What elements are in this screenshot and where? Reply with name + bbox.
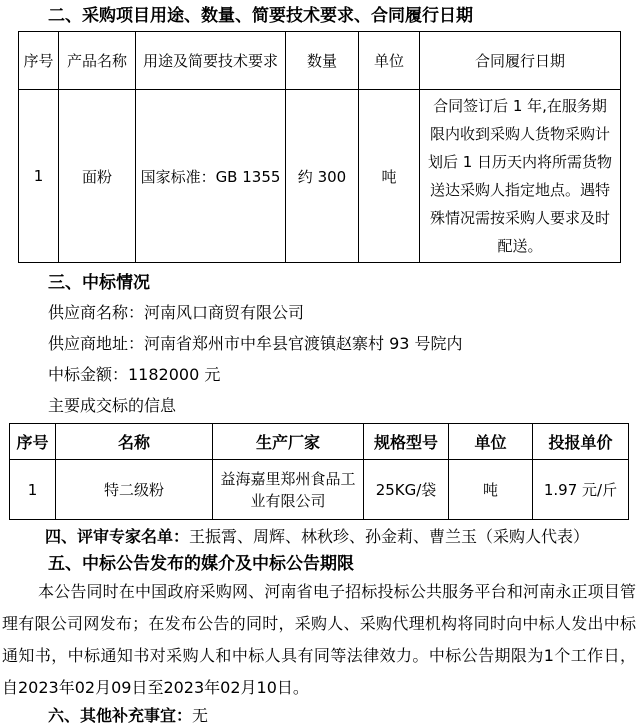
table-header-row	[19, 32, 621, 90]
award-amount-line: 中标金额：1182000 元	[48, 365, 221, 384]
section5-paragraph: 本公告同时在中国政府采购网、河南省电子招标投标公共服务平台和河南永正项目管理有限公司网发布；在发布公告的同时，采购人、采购代理机构将同时向中标人发出中标通知书，中标通知书对采购人和中标人具有同等法律效力。中标公告期限为1个工作日，自2023年02月09日至2023年02月10日。	[2, 582, 636, 697]
table-header-row	[10, 424, 629, 460]
section4-label: 四、评审专家名单：	[45, 527, 190, 546]
awarded-item-table	[9, 423, 629, 520]
supplier-name-line: 供应商名称：河南风口商贸有限公司	[48, 303, 305, 322]
section6-line	[48, 706, 638, 726]
cell-spec: 国家标准：GB 1355	[136, 90, 286, 263]
cell-no: 1	[19, 90, 59, 263]
cell-model: 25KG/袋	[364, 460, 449, 520]
col-header-manufacturer: 生产厂家	[213, 424, 364, 460]
table-row	[10, 460, 629, 520]
section6-value: 无	[192, 706, 209, 725]
cell-qty: 约 300	[286, 90, 359, 263]
award-info-block	[48, 297, 638, 421]
col-header-name: 名称	[56, 424, 213, 460]
section3-title: 三、中标情况	[48, 273, 150, 293]
deal-info-label: 主要成交标的信息	[48, 396, 177, 415]
col-header-unit: 单位	[359, 32, 420, 90]
col-header-unit-price: 投报单价	[533, 424, 629, 460]
cell-no: 1	[10, 460, 56, 520]
col-header-delivery: 合同履行日期	[420, 32, 621, 90]
cell-manufacturer: 益海嘉里郑州食品工业有限公司	[213, 460, 364, 520]
col-header-model: 规格型号	[364, 424, 449, 460]
section5-title: 五、中标公告发布的媒介及中标公告期限	[48, 554, 354, 574]
cell-delivery: 合同签订后 1 年,在服务期限内收到采购人货物采购计划后 1 日历天内将所需货物送达采购人指定地点。遇特殊情况需按采购人要求及时配送。	[420, 90, 621, 263]
col-header-spec: 用途及简要技术要求	[136, 32, 286, 90]
col-header-no: 序号	[10, 424, 56, 460]
section4-experts-line	[45, 526, 638, 548]
cell-unit: 吨	[359, 90, 420, 263]
col-header-unit: 单位	[449, 424, 533, 460]
cell-product: 面粉	[59, 90, 136, 263]
cell-unit: 吨	[449, 460, 533, 520]
section2-title: 二、采购项目用途、数量、简要技术要求、合同履行日期	[48, 6, 473, 26]
supplier-address-line: 供应商地址：河南省郑州市中牟县官渡镇赵寨村 93 号院内	[48, 334, 463, 353]
expert-names: 王振霄、周辉、林秋珍、孙金莉、曹兰玉（采购人代表）	[189, 527, 590, 546]
table-row	[19, 90, 621, 263]
col-header-qty: 数量	[286, 32, 359, 90]
cell-unit-price: 1.97 元/斤	[533, 460, 629, 520]
col-header-no: 序号	[19, 32, 59, 90]
section6-label: 六、其他补充事宜：	[48, 706, 193, 725]
procurement-items-table	[18, 31, 621, 263]
cell-name: 特二级粉	[56, 460, 213, 520]
col-header-product: 产品名称	[59, 32, 136, 90]
